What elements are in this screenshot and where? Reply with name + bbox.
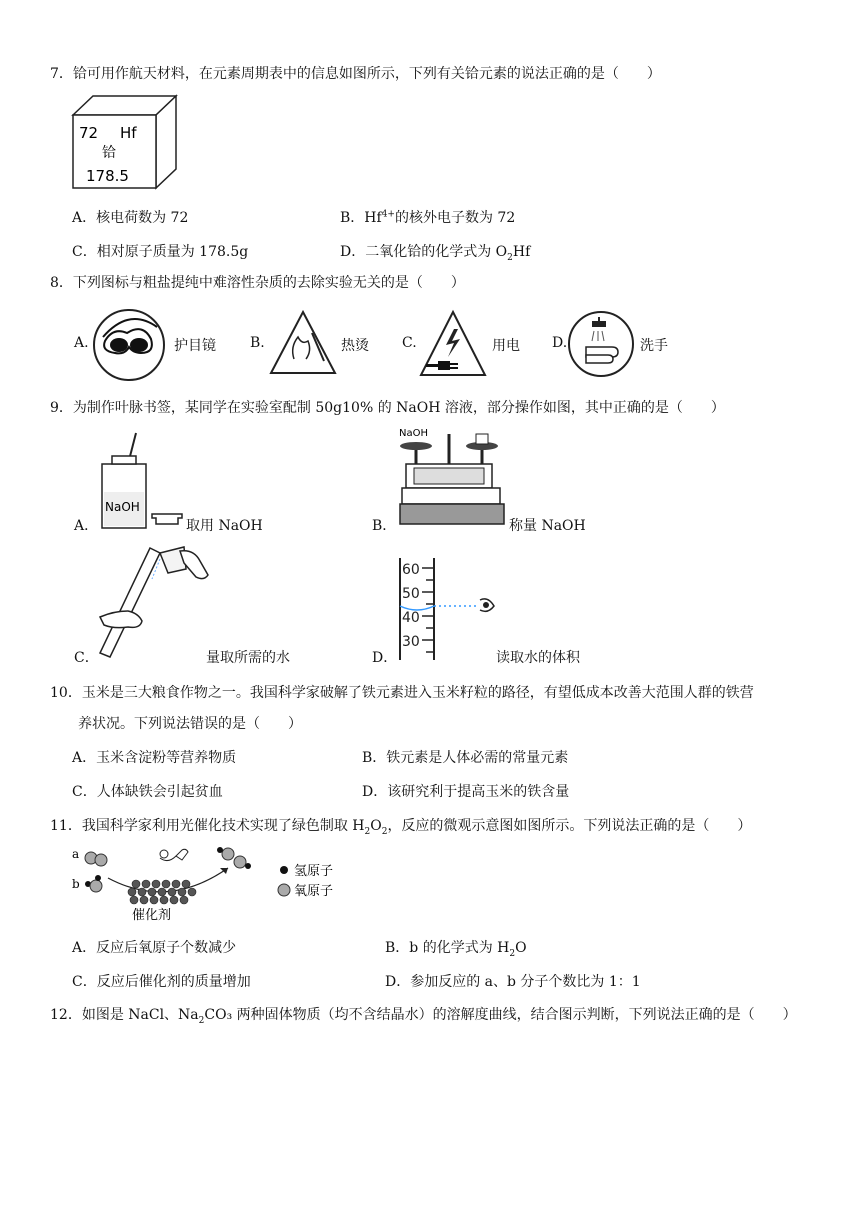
q9-option-d-letter[interactable]: D．: [372, 650, 398, 666]
q8-option-d-label: 洗手: [640, 338, 668, 354]
q9-option-a-label: 取用 NaOH: [186, 518, 263, 534]
q11-option-a[interactable]: A．反应后氧原子个数减少: [72, 940, 237, 956]
q11-option-d[interactable]: D．参加反应的 a、b 分子个数比为 1：1: [385, 974, 641, 990]
q9-option-b-label: 称量 NaOH: [509, 518, 586, 534]
read-volume-figure: [394, 556, 504, 664]
electricity-icon: [418, 309, 488, 379]
q9-option-d-label: 读取水的体积: [496, 650, 580, 666]
q8-option-b-letter[interactable]: B.: [250, 335, 265, 351]
q10-option-d[interactable]: D．该研究利于提高玉米的铁含量: [362, 784, 570, 800]
svg-text:a: a: [72, 847, 80, 861]
q7-option-d[interactable]: D．二氧化铪的化学式为 $O_2Hf$: [340, 244, 531, 263]
take-naoh-figure: [96, 428, 186, 532]
svg-text:b: b: [72, 877, 80, 891]
weigh-naoh-figure: [396, 424, 506, 530]
element-tile-hafnium: [70, 93, 180, 193]
measure-water-figure: [96, 545, 210, 665]
q7-stem: 7．铪可用作航天材料，在元素周期表中的信息如图所示，下列有关铪元素的说法正确的是（ ）: [50, 66, 661, 82]
q8-option-a-label: 护目镜: [174, 338, 216, 354]
q7-option-a[interactable]: A．核电荷数为 72: [72, 210, 189, 226]
q8-option-a-letter[interactable]: A.: [74, 335, 89, 351]
q9-option-c-letter[interactable]: C．: [74, 650, 99, 666]
q7-option-c[interactable]: C．相对原子质量为 178.5g: [72, 244, 249, 260]
hot-icon: [268, 309, 338, 377]
q8-option-c-letter[interactable]: C.: [402, 335, 417, 351]
svg-text:40: 40: [402, 610, 420, 626]
q11-stem: 11．我国科学家利用光催化技术实现了绿色制取 $H_2O_2$，反应的微观示意图如图所示。下列说法正确的是（ ）: [50, 818, 752, 837]
svg-text:50: 50: [402, 586, 420, 602]
svg-text:Hf: Hf: [120, 124, 137, 142]
q10-stem-line1: 10．玉米是三大粮食作物之一。我国科学家破解了铁元素进入玉米籽粒的路径，有望低成本改善大范围人群的铁营: [50, 685, 754, 701]
q10-option-a[interactable]: A．玉米含淀粉等营养物质: [72, 750, 237, 766]
q8-option-b-label: 热烫: [341, 338, 369, 354]
svg-text:氧原子: 氧原子: [294, 884, 334, 899]
svg-text:NaOH: NaOH: [399, 428, 428, 439]
q11-option-b[interactable]: B．b 的化学式为 $H_2O$: [385, 940, 527, 959]
q9-option-b-letter[interactable]: B．: [372, 518, 397, 534]
q9-stem: 9．为制作叶脉书签，某同学在实验室配制 50g10% 的 NaOH 溶液，部分操作如图，其中正确的是（ ）: [50, 400, 725, 416]
q10-option-c[interactable]: C．人体缺铁会引起贫血: [72, 784, 223, 800]
q8-option-c-label: 用电: [492, 338, 520, 354]
q9-option-c-label: 量取所需的水: [206, 650, 290, 666]
q9-option-a-letter[interactable]: A．: [74, 518, 99, 534]
svg-text:铪: 铪: [102, 145, 116, 161]
q10-stem-line2: 养状况。下列说法错误的是（ ）: [78, 716, 302, 732]
svg-text:30: 30: [402, 634, 420, 650]
q12-stem: 12．如图是 NaCl、$Na_2CO_3$ 两种固体物质（均不含结晶水）的溶解度曲线，结合图示判断，下列说法正确的是（ ）: [50, 1007, 797, 1026]
svg-text:72: 72: [79, 124, 99, 142]
q7-option-b[interactable]: B．$Hf^{4+}$的核外电子数为 72: [340, 209, 516, 226]
svg-text:氢原子: 氢原子: [294, 864, 334, 879]
reaction-micro-diagram: [68, 842, 368, 922]
svg-text:60: 60: [402, 562, 420, 578]
svg-text:NaOH: NaOH: [105, 500, 140, 514]
svg-text:催化剂: 催化剂: [132, 908, 172, 922]
q11-option-c[interactable]: C．反应后催化剂的质量增加: [72, 974, 251, 990]
wash-hands-icon: [566, 309, 636, 379]
q10-option-b[interactable]: B．铁元素是人体必需的常量元素: [362, 750, 569, 766]
svg-text:178.5: 178.5: [86, 167, 129, 185]
goggles-icon: [91, 307, 167, 383]
q8-stem: 8．下列图标与粗盐提纯中难溶性杂质的去除实验无关的是（ ）: [50, 275, 465, 291]
q8-option-d-letter[interactable]: D.: [552, 335, 568, 351]
